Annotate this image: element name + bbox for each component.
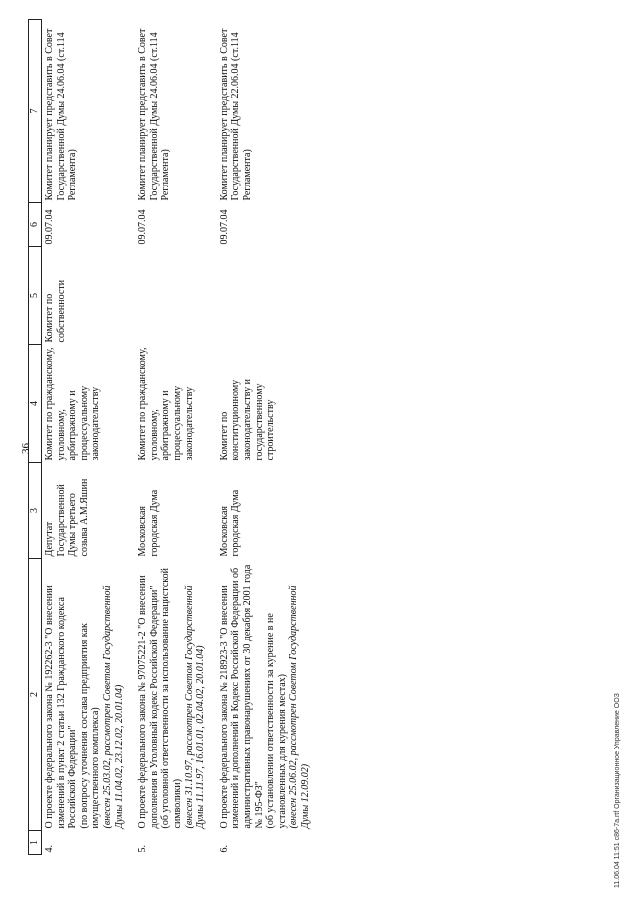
- bill-description: [42, 559, 136, 831]
- bill-initiator: Депутат Государственной Думы третьего созыва А.М.Яшин: [44, 478, 90, 557]
- bill-title: О проекте федерального закона № 218923-3 "О внесении изменений и дополнений в Кодекс Российской Федерации об административных правонарушениях от 30 декабря 2001 года № 195-ФЗ": [218, 564, 265, 829]
- review-date: 09.07.04: [218, 209, 230, 245]
- responsible-committee: Комитет по конституционному законодательству и государственному строительству: [218, 379, 277, 461]
- table-row: [135, 20, 217, 855]
- agenda-table: [28, 19, 321, 855]
- table-row: [217, 20, 322, 855]
- column-header: 1: [29, 831, 42, 855]
- bill-note: (по вопросу уточнения состава предприятия как имущественного комплекса): [78, 623, 102, 829]
- bill-history: (внесен 25.03.02, рассмотрен Советом Государственной Думы 11.04.02, 23.12.02, 20.01.04): [101, 585, 125, 829]
- bill-history: (внесен 31.10.97, рассмотрен Советом Государственной Думы 11.11.97, 16.01.01, 02.04.02, 20.01.04): [183, 585, 207, 829]
- responsible-committee: Комитет по гражданскому, уголовному, арбитражному и процессуальному законодательству: [137, 347, 195, 461]
- column-header: 5: [29, 247, 42, 345]
- remark: Комитет планирует представить в Совет Государственной Думы 22.06.04 (ст.114 Регламента): [218, 28, 253, 201]
- row-number: 5.: [137, 845, 149, 853]
- bill-initiator: Московская городская Дума: [137, 489, 160, 557]
- bill-description: [135, 559, 217, 831]
- bill-history: (внесен 25.06.02, рассмотрен Советом Государственной Думы 12.09.02): [288, 585, 311, 829]
- table-header-row: [29, 20, 42, 855]
- co-committee: [135, 247, 217, 345]
- bill-note: (об уголовной ответственности за использование нацистской символики): [160, 568, 183, 829]
- review-date: 09.07.04: [44, 209, 55, 245]
- bill-note: (об установлении ответственности за курение в не установленных для курения местах): [265, 613, 288, 829]
- remark: Комитет планирует представить в Совет Государственной Думы 24.06.04 (ст.114 Регламента): [137, 28, 172, 201]
- row-number: 6.: [218, 845, 230, 853]
- row-number: 4.: [44, 845, 55, 853]
- responsible-committee: Комитет по гражданскому, уголовному, арбитражному и процессуальному законодательству: [44, 347, 102, 461]
- column-header: 3: [29, 463, 42, 559]
- bill-initiator: Московская городская Дума: [218, 489, 242, 557]
- table-row: [42, 20, 136, 855]
- column-header: 4: [29, 345, 42, 463]
- bill-title: О проекте федерального закона № 97075221-2 "О внесении дополнения в Уголовный кодекс Российской Федерации": [137, 575, 160, 829]
- column-header: 6: [29, 203, 42, 247]
- bill-title: О проекте федерального закона № 192262-3 "О внесении изменений в пункт 2 статьи 132 Гражданского кодекса Российской Федерации": [44, 585, 79, 829]
- page-number: 36: [20, 443, 32, 454]
- bill-description: [217, 559, 322, 831]
- column-header: 7: [29, 20, 42, 203]
- footer-text: 11.06.04 11:51 c86-7a.rtf Организационное Управление ООЗ: [614, 693, 621, 888]
- co-committee: [217, 247, 322, 345]
- column-header: 2: [29, 559, 42, 831]
- review-date: 09.07.04: [137, 209, 149, 245]
- remark: Комитет планирует представить в Совет Государственной Думы 24.06.04 (ст.114 Регламента): [44, 28, 79, 201]
- co-committee: Комитет по собственности: [44, 279, 67, 343]
